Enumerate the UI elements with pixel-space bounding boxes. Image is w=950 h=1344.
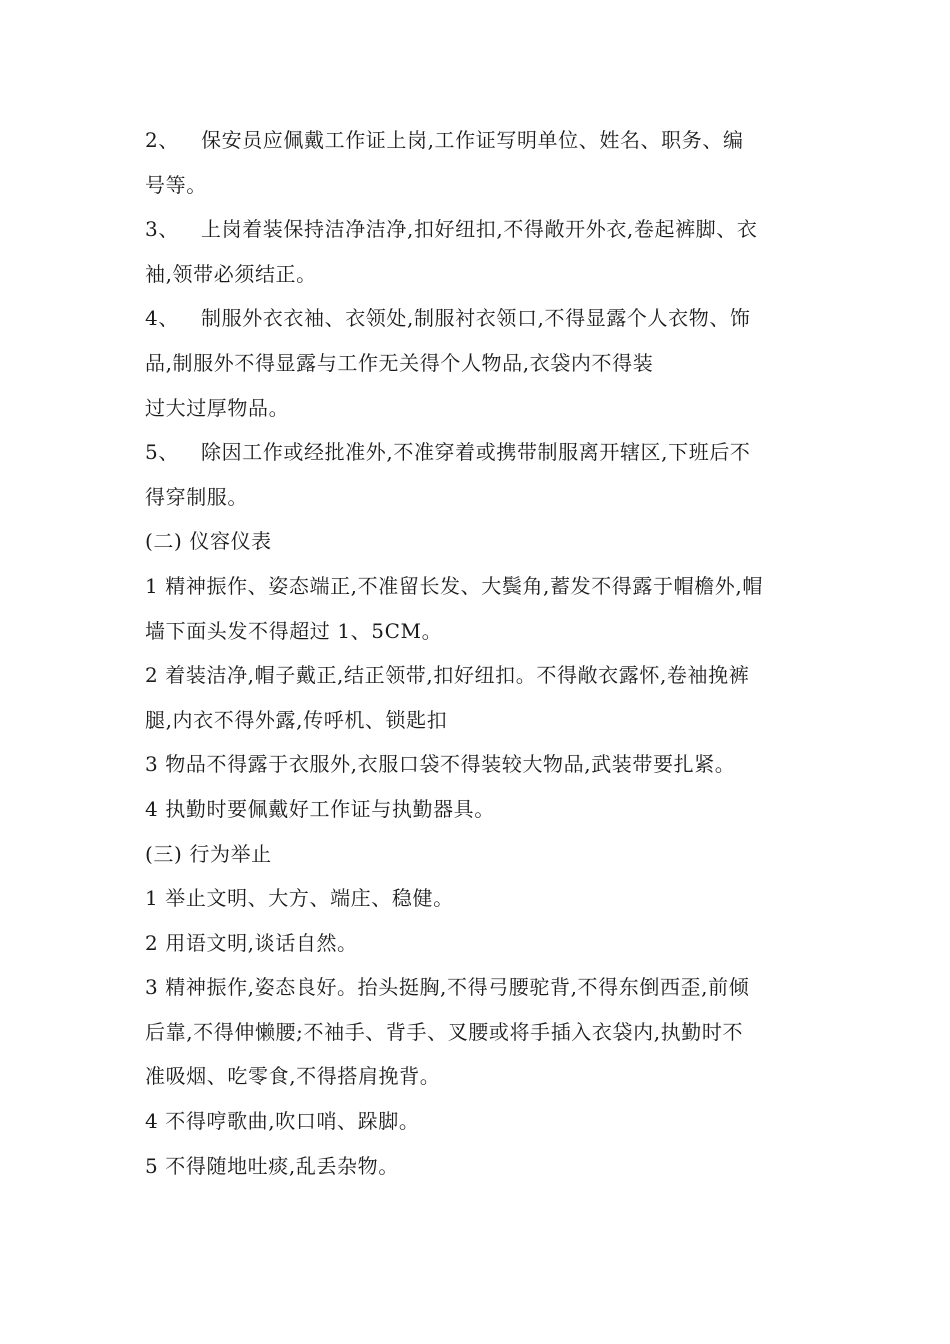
line-text: 袖,领带必须结正。	[145, 261, 317, 286]
line-text: 3 精神振作,姿态良好。抬头挺胸,不得弓腰驼背,不得东倒西歪,前倾	[145, 975, 750, 1000]
item-number: 3、	[145, 217, 179, 242]
text-line	[145, 787, 810, 832]
text-line	[145, 1010, 810, 1055]
line-text: (三) 行为举止	[145, 841, 272, 866]
line-text: 保安员应佩戴工作证上岗,工作证写明单位、姓名、职务、编	[201, 128, 744, 152]
text-line	[145, 698, 810, 743]
line-text: (二) 仪容仪表	[145, 529, 272, 554]
text-line	[145, 430, 810, 475]
item-number: 4、	[145, 306, 179, 331]
item-number: 2、	[145, 128, 179, 152]
line-text: 5 不得随地吐痰,乱丢杂物。	[145, 1153, 399, 1178]
line-text: 4 不得哼歌曲,吹口哨、跺脚。	[145, 1109, 420, 1134]
text-line	[145, 742, 810, 787]
text-line	[145, 207, 810, 252]
section-heading	[145, 832, 810, 877]
text-line	[145, 1054, 810, 1099]
text-line	[145, 564, 810, 609]
line-text: 墙下面头发不得超过 1、5CM。	[145, 618, 443, 643]
line-text: 除因工作或经批准外,不准穿着或携带制服离开辖区,下班后不	[201, 440, 751, 465]
line-text: 号等。	[145, 172, 207, 197]
text-line	[145, 876, 810, 921]
item-number: 5、	[145, 440, 179, 465]
line-text: 2 用语文明,谈话自然。	[145, 930, 358, 955]
section-heading	[145, 519, 810, 564]
line-text: 后靠,不得伸懒腰;不袖手、背手、叉腰或将手插入衣袋内,执勤时不	[145, 1019, 744, 1044]
line-text: 上岗着装保持洁净洁净,扣好纽扣,不得敞开外衣,卷起裤脚、衣	[201, 217, 758, 242]
text-line	[145, 252, 810, 297]
text-line	[145, 475, 810, 520]
text-line	[145, 118, 810, 163]
text-line	[145, 921, 810, 966]
text-line	[145, 609, 810, 654]
text-line	[145, 965, 810, 1010]
line-text: 过大过厚物品。	[145, 395, 290, 420]
document-body	[145, 118, 810, 1188]
text-line	[145, 386, 810, 431]
line-text: 品,制服外不得显露与工作无关得个人物品,衣袋内不得装	[145, 350, 654, 375]
text-line	[145, 296, 810, 341]
text-line	[145, 1099, 810, 1144]
line-text: 准吸烟、吃零食,不得搭肩挽背。	[145, 1064, 441, 1089]
line-text: 制服外衣衣袖、衣领处,制服衬衣领口,不得显露个人衣物、饰	[201, 306, 751, 331]
line-text: 1 精神振作、姿态端正,不准留长发、大鬓角,蓄发不得露于帽檐外,帽	[145, 573, 763, 598]
line-text: 2 着装洁净,帽子戴正,结正领带,扣好纽扣。不得敞衣露怀,卷袖挽裤	[145, 663, 750, 688]
line-text: 3 物品不得露于衣服外,衣服口袋不得装较大物品,武装带要扎紧。	[145, 752, 736, 777]
text-line	[145, 653, 810, 698]
line-text: 得穿制服。	[145, 484, 248, 509]
line-text: 1 举止文明、大方、端庄、稳健。	[145, 886, 454, 911]
line-text: 4 执勤时要佩戴好工作证与执勤器具。	[145, 796, 495, 821]
line-text: 腿,内衣不得外露,传呼机、锁匙扣	[145, 707, 448, 732]
text-line	[145, 163, 810, 208]
text-line	[145, 341, 810, 386]
text-line	[145, 1144, 810, 1189]
